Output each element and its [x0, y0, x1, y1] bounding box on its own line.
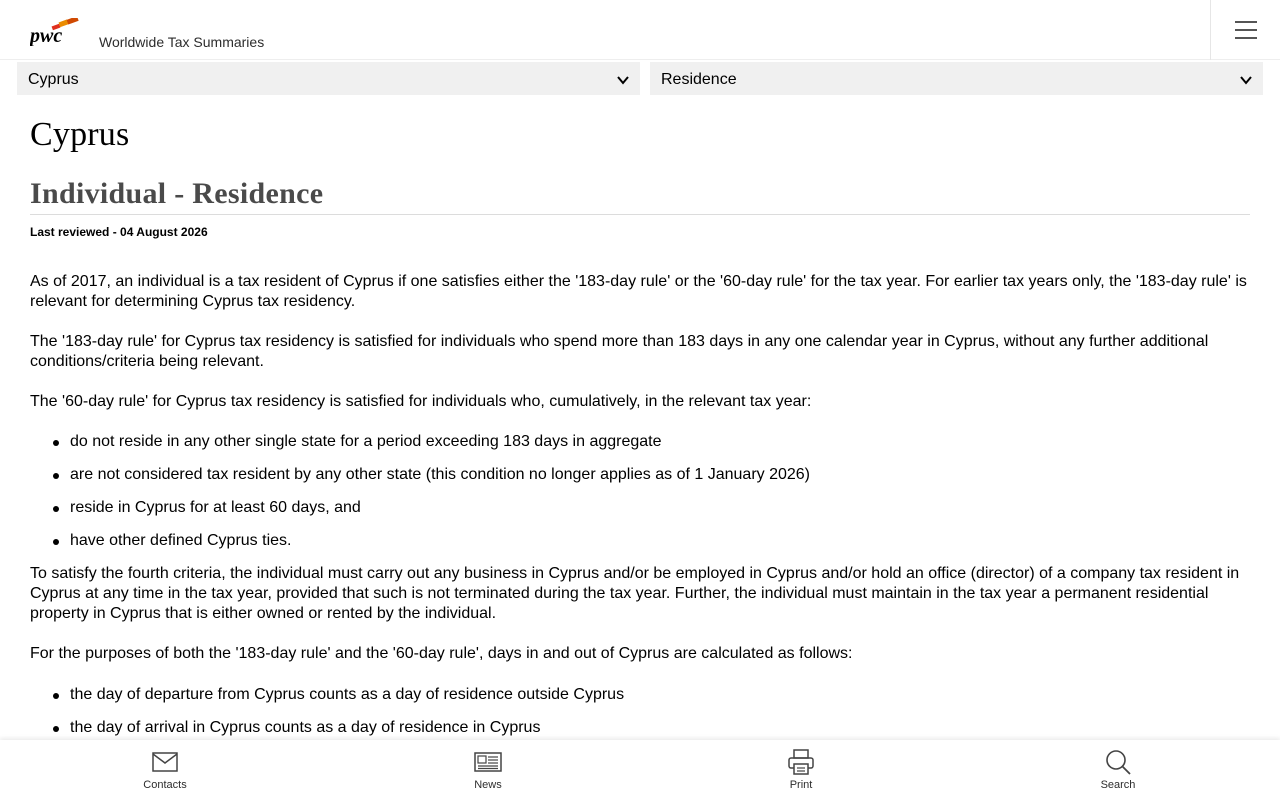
newspaper-icon: [474, 752, 502, 772]
list-item: are not considered tax resident by any other state (this condition no longer applies as of 1 January 2026): [70, 465, 1250, 485]
paragraph: The '60-day rule' for Cyprus tax residency is satisfied for individuals who, cumulatively, in the relevant tax year:: [30, 393, 812, 410]
bullet-list: [30, 685, 1250, 738]
country-select-value: Cyprus: [28, 71, 79, 88]
bullet-list: [30, 432, 1250, 551]
chevron-down-icon: [1239, 73, 1253, 87]
list-item: have other defined Cyprus ties.: [70, 531, 1250, 551]
print-button[interactable]: [756, 748, 846, 791]
contacts-label: Contacts: [143, 779, 187, 791]
list-item: reside in Cyprus for at least 60 days, and: [70, 498, 1250, 518]
print-label: Print: [789, 779, 813, 791]
country-select[interactable]: [17, 62, 640, 95]
paragraph: To satisfy the fourth criteria, the individual must carry out any business in Cyprus and/or be employed in Cyprus and/or hold an office (director) of a company tax resident in Cyprus at any time in the tax year, provided that such is not terminated during the tax year. Further, the individual must maintain in the tax year a permanent residential property in Cyprus that is either owned or rented by the individual.: [30, 565, 1240, 622]
contacts-button[interactable]: [120, 748, 210, 791]
svg-text:pwc: pwc: [30, 25, 63, 46]
article-body: [30, 272, 1250, 738]
envelope-icon: [152, 752, 178, 772]
news-label: News: [474, 779, 502, 791]
bottom-toolbar: [0, 740, 1280, 800]
news-button[interactable]: [443, 748, 533, 791]
search-icon: [1105, 749, 1131, 775]
list-item: do not reside in any other single state for a period exceeding 183 days in aggregate: [70, 432, 1250, 452]
country-title: Cyprus: [30, 116, 130, 153]
selector-bar: [0, 60, 1280, 96]
chevron-down-icon: [616, 73, 630, 87]
menu-button[interactable]: [1210, 0, 1280, 60]
hamburger-menu-icon: [1235, 20, 1257, 40]
paragraph: For the purposes of both the '183-day rule' and the '60-day rule', days in and out of Cyprus are calculated as follows:: [30, 645, 853, 662]
section-title: Individual - Residence: [30, 176, 1250, 215]
topic-select[interactable]: [650, 62, 1263, 95]
printer-icon: [788, 749, 814, 775]
site-title[interactable]: Worldwide Tax Summaries: [99, 34, 265, 50]
search-button[interactable]: [1073, 748, 1163, 791]
last-reviewed-date: Last reviewed - 04 August 2026: [30, 225, 208, 239]
paragraph: As of 2017, an individual is a tax resident of Cyprus if one satisfies either the '183-day rule' or the '60-day rule' for the tax year. For earlier tax years only, the '183-day rule' is relevant for determining Cyprus tax residency.: [30, 273, 1247, 310]
main-content: [30, 112, 1250, 751]
topic-select-value: Residence: [661, 71, 737, 88]
list-item: the day of departure from Cyprus counts as a day of residence outside Cyprus: [70, 685, 1250, 705]
paragraph: The '183-day rule' for Cyprus tax residency is satisfied for individuals who spend more than 183 days in any one calendar year in Cyprus, without any further additional conditions/criteria being relevant.: [30, 333, 1209, 370]
search-label: Search: [1100, 779, 1136, 791]
pwc-logo[interactable]: [30, 18, 82, 46]
site-header: [0, 0, 1280, 60]
list-item: the day of arrival in Cyprus counts as a day of residence in Cyprus: [70, 718, 1250, 738]
